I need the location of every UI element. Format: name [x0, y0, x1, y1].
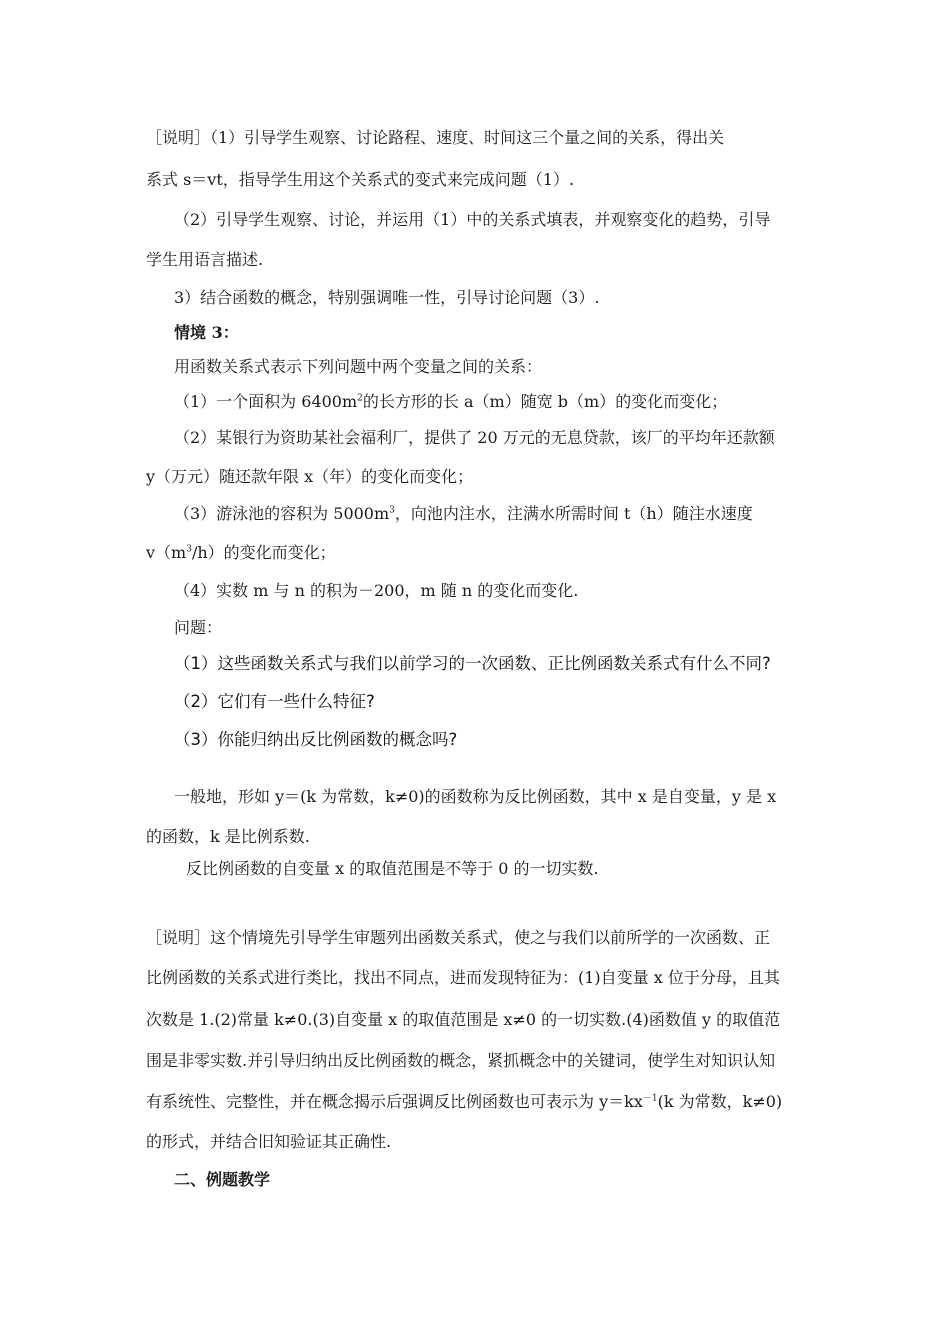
definition-line3: 反比例函数的自变量 x 的取值范围是不等于 0 的一切实数. [186, 859, 599, 878]
note2-line1: ［说明］这个情境先引导学生审题列出函数关系式，使之与我们以前所学的一次函数、正 [146, 928, 771, 947]
question-3: （3）你能归纳出反比例函数的概念吗? [174, 730, 458, 749]
item3-line2-text-b: /h）的变化而变化； [191, 543, 336, 562]
scenario3-title: 情境 3： [174, 323, 239, 342]
note1-line1: ［说明］（1）引导学生观察、讨论路程、速度、时间这三个量之间的关系，得出关 [146, 128, 725, 147]
note2-line6: 的形式，并结合旧知验证其正确性. [146, 1132, 392, 1151]
item3-text-b: ，向池内注水，注满水所需时间 t（h）随注水速度 [394, 504, 753, 523]
item1-superscript: 2 [357, 393, 363, 404]
note2-line4: 围是非零实数.并引导归纳出反比例函数的概念，紧抓概念中的关键词，使学生对知识认知 [146, 1051, 776, 1070]
scenario3-item2-line2: y（万元）随还款年限 x（年）的变化而变化； [146, 467, 474, 486]
note2-line5-superscript: －1 [642, 1093, 658, 1104]
note2-line5-text-b: (k 为常数，k≠0) [657, 1092, 783, 1111]
item3-line2-text-a: v（m [146, 543, 187, 562]
definition-line2: 的函数，k 是比例系数. [146, 827, 310, 846]
item1-text-b: 的长方形的长 a（m）随宽 b（m）的变化而变化； [362, 392, 728, 411]
question-2: （2）它们有一些什么特征? [174, 692, 375, 711]
item3-text-a: （3）游泳池的容积为 5000m [174, 504, 390, 523]
section2-title: 二、例题教学 [174, 1170, 271, 1189]
scenario3-item4: （4）实数 m 与 n 的积为－200，m 随 n 的变化而变化. [174, 581, 579, 600]
scenario3-item3-line2 [146, 542, 336, 564]
note2-line5-text-a: 有系统性、完整性，并在概念揭示后强调反比例函数也可表示为 y＝kx [146, 1092, 643, 1111]
questions-label: 问题： [174, 618, 223, 637]
note1-line2: 系式 s＝vt，指导学生用这个关系式的变式来完成问题（1）. [146, 170, 575, 189]
note1-line3: （2）引导学生观察、讨论，并运用（1）中的关系式填表，并观察变化的趋势，引导 [174, 210, 771, 229]
question-1: （1）这些函数关系式与我们以前学习的一次函数、正比例函数关系式有什么不同? [174, 654, 771, 673]
note1-line4: 学生用语言描述. [146, 250, 264, 269]
note1-line5: 3）结合函数的概念，特别强调唯一性，引导讨论问题（3）. [174, 288, 600, 307]
item3-superscript: 3 [389, 505, 395, 516]
item3-line2-superscript: 3 [186, 544, 192, 555]
scenario3-item1 [174, 391, 727, 413]
note2-line2: 比例函数的关系式进行类比，找出不同点，进而发现特征为：(1)自变量 x 位于分母，且其 [146, 968, 780, 987]
scenario3-item2-line1: （2）某银行为资助某社会福利厂，提供了 20 万元的无息贷款，该厂的平均年还款额 [174, 428, 775, 447]
scenario3-item3-line1 [174, 503, 753, 525]
scenario3-intro: 用函数关系式表示下列问题中两个变量之间的关系： [174, 357, 543, 376]
note2-line5 [146, 1091, 782, 1113]
note2-line3: 次数是 1.(2)常量 k≠0.(3)自变量 x 的取值范围是 x≠0 的一切实数.(4)函数值 y 的取值范 [146, 1010, 781, 1029]
definition-line1: 一般地，形如 y＝(k 为常数，k≠0)的函数称为反比例函数，其中 x 是自变量，y 是 x [174, 787, 777, 806]
item1-text-a: （1）一个面积为 6400m [174, 392, 358, 411]
